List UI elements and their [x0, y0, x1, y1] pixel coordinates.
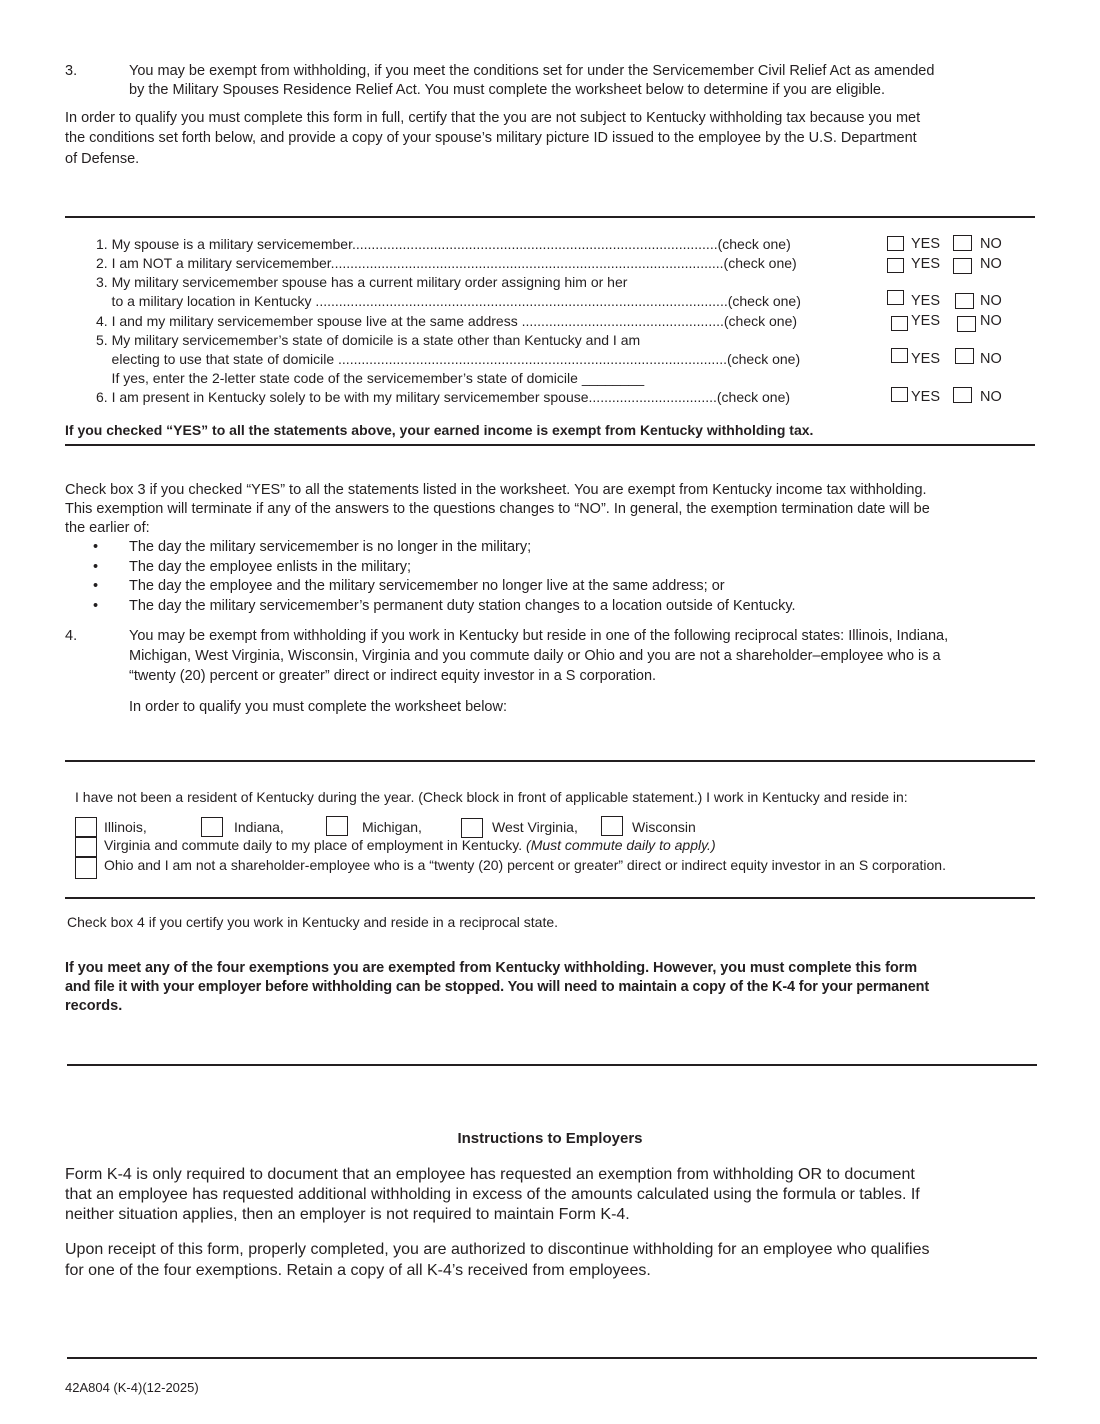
wisconsin-label: Wisconsin: [632, 819, 696, 835]
michigan-checkbox[interactable]: [326, 816, 348, 836]
virginia-checkbox[interactable]: [75, 837, 97, 857]
box-3-line-1: Check box 3 if you checked “YES” to all the statements listed in the worksheet. You are exempt from Kentucky income tax withholding.: [65, 482, 927, 498]
q2-no-checkbox[interactable]: [953, 258, 972, 274]
qualify-line-2: the conditions set forth below, and provide a copy of your spouse’s military picture ID issued to the employee by the U.S. Department: [65, 130, 917, 146]
exemption-notice-line-2: and file it with your employer before withholding can be stopped. You will need to maintain a copy of the K-4 for your permanent: [65, 979, 930, 995]
bullet-3-marker: •: [93, 578, 99, 594]
q3-no-label: NO: [980, 293, 1002, 309]
virginia-note: (Must commute daily to apply.): [526, 837, 716, 853]
q5-yes-label: YES: [911, 351, 941, 367]
worksheet-1-item-4: 4. I and my military servicemember spouse live at the same address ....................................................(check one): [96, 313, 798, 329]
worksheet-1-item-6: 6. I am present in Kentucky solely to be with my military servicemember spouse.................................(check one): [96, 389, 791, 405]
q1-no-checkbox[interactable]: [953, 235, 972, 251]
employers-p2-line-2: for one of the four exemptions. Retain a copy of all K-4’s received from employees.: [65, 1262, 651, 1279]
indiana-label: Indiana,: [234, 819, 284, 835]
q6-yes-label: YES: [911, 389, 941, 405]
q3-yes-label: YES: [911, 293, 941, 309]
q1-no-label: NO: [980, 236, 1002, 252]
q4-yes-label: YES: [911, 313, 941, 329]
section-3-line-1: You may be exempt from withholding, if you meet the conditions set for under the Servicemember Civil Relief Act as amended: [129, 63, 935, 79]
ohio-checkbox[interactable]: [75, 857, 97, 879]
section-4-qualify: In order to qualify you must complete the worksheet below:: [129, 699, 507, 715]
q2-yes-label: YES: [911, 256, 941, 272]
q4-no-label: NO: [980, 313, 1002, 329]
section-3-line-2: by the Military Spouses Residence Relief Act. You must complete the worksheet below to determine if you are eligible.: [129, 82, 886, 98]
bullet-2: The day the employee enlists in the military;: [129, 559, 412, 575]
q5-no-checkbox[interactable]: [955, 348, 974, 364]
worksheet-1-item-5b: electing to use that state of domicile ....................................................................................................(check one): [96, 351, 801, 367]
exemption-notice-line-1: If you meet any of the four exemptions you are exempted from Kentucky withholding. However, you must complete this form: [65, 960, 918, 976]
q5-no-label: NO: [980, 351, 1002, 367]
employers-p1-line-1: Form K-4 is only required to document that an employee has requested an exemption from withholding OR to document: [65, 1166, 915, 1183]
worksheet-1-item-2: 2. I am NOT a military servicemember.....................................................................................................(check one): [96, 255, 797, 271]
form-id: 42A804 (K-4)(12-2025): [65, 1380, 199, 1395]
box-4-text: Check box 4 if you certify you work in Kentucky and reside in a reciprocal state.: [67, 914, 559, 930]
virginia-statement: [104, 837, 716, 853]
q2-yes-checkbox[interactable]: [887, 258, 904, 273]
employers-p1-line-3: neither situation applies, then an employer is not required to maintain Form K-4.: [65, 1206, 630, 1223]
worksheet-1-summary: If you checked “YES” to all the statements above, your earned income is exempt from Kentucky withholding tax.: [65, 422, 814, 438]
employers-top-rule: [67, 1064, 1037, 1066]
box-3-line-3: the earlier of:: [65, 520, 150, 536]
bullet-3: The day the employee and the military servicemember no longer live at the same address; or: [129, 578, 725, 594]
worksheet-1-item-3b: to a military location in Kentucky ..........................................................................................................(check one): [96, 293, 801, 309]
indiana-checkbox[interactable]: [201, 817, 223, 837]
q6-yes-checkbox[interactable]: [891, 387, 908, 402]
ohio-label: Ohio and I am not a shareholder-employee who is a “twenty (20) percent or greater” direct or indirect equity investor in an S corporation.: [104, 857, 946, 873]
q3-yes-checkbox[interactable]: [887, 290, 904, 305]
q2-no-label: NO: [980, 256, 1002, 272]
q5-yes-checkbox[interactable]: [891, 348, 908, 363]
worksheet-1-bottom-rule: [65, 444, 1035, 446]
worksheet-2-bottom-rule: [65, 897, 1035, 899]
wisconsin-checkbox[interactable]: [601, 816, 623, 836]
worksheet-1-item-5c: If yes, enter the 2-letter state code of the servicemember’s state of domicile ________: [96, 370, 645, 386]
worksheet-1-item-3a: 3. My military servicemember spouse has a current military order assigning him or her: [96, 274, 628, 290]
worksheet-1-item-1: 1. My spouse is a military servicemember..............................................................................................(check one): [96, 236, 791, 252]
q6-no-checkbox[interactable]: [953, 387, 972, 403]
bullet-2-marker: •: [93, 559, 99, 575]
employers-title: Instructions to Employers: [457, 1130, 643, 1147]
q3-no-checkbox[interactable]: [955, 293, 974, 309]
bullet-1: The day the military servicemember is no longer in the military;: [129, 539, 532, 555]
worksheet-2-intro: I have not been a resident of Kentucky during the year. (Check block in front of applicable statement.) I work in Kentucky and reside in:: [75, 789, 908, 805]
q4-yes-checkbox[interactable]: [891, 316, 908, 331]
bullet-4-marker: •: [93, 598, 99, 614]
section-3-number: 3.: [65, 63, 78, 79]
michigan-label: Michigan,: [362, 819, 422, 835]
bullet-1-marker: •: [93, 539, 99, 555]
section-4-line-1: You may be exempt from withholding if you work in Kentucky but reside in one of the following reciprocal states: Illinois, Indiana,: [129, 628, 949, 644]
virginia-label: Virginia and commute daily to my place of employment in Kentucky.: [104, 837, 523, 853]
box-3-line-2: This exemption will terminate if any of the answers to the questions changes to “NO”. In general, the exemption termination date will be: [65, 501, 930, 517]
worksheet-1-top-rule: [65, 216, 1035, 218]
bullet-4: The day the military servicemember’s permanent duty station changes to a location outside of Kentucky.: [129, 598, 796, 614]
worksheet-1-item-5a: 5. My military servicemember’s state of domicile is a state other than Kentucky and I am: [96, 332, 641, 348]
worksheet-2-top-rule: [65, 760, 1035, 762]
west-virginia-checkbox[interactable]: [461, 818, 483, 838]
section-4-line-2: Michigan, West Virginia, Wisconsin, Virginia and you commute daily or Ohio and you are not a shareholder–employee who is a: [129, 648, 941, 664]
section-4-number: 4.: [65, 628, 78, 644]
employers-p1-line-2: that an employee has requested additional withholding in excess of the amounts calculated using the formula or tables. If: [65, 1186, 920, 1203]
section-4-line-3: “twenty (20) percent or greater” direct or indirect equity investor in a S corporation.: [129, 668, 657, 684]
illinois-checkbox[interactable]: [75, 817, 97, 837]
q4-no-checkbox[interactable]: [957, 316, 976, 332]
exemption-notice-line-3: records.: [65, 998, 123, 1014]
q1-yes-label: YES: [911, 236, 941, 252]
qualify-line-1: In order to qualify you must complete this form in full, certify that the you are not subject to Kentucky withholding tax because you met: [65, 110, 921, 126]
q6-no-label: NO: [980, 389, 1002, 405]
qualify-line-3: of Defense.: [65, 151, 140, 167]
employers-p2-line-1: Upon receipt of this form, properly completed, you are authorized to discontinue withholding for an employee who qualifies: [65, 1241, 930, 1258]
west-virginia-label: West Virginia,: [492, 819, 578, 835]
illinois-label: Illinois,: [104, 819, 147, 835]
footer-rule: [67, 1357, 1037, 1359]
q1-yes-checkbox[interactable]: [887, 236, 904, 251]
